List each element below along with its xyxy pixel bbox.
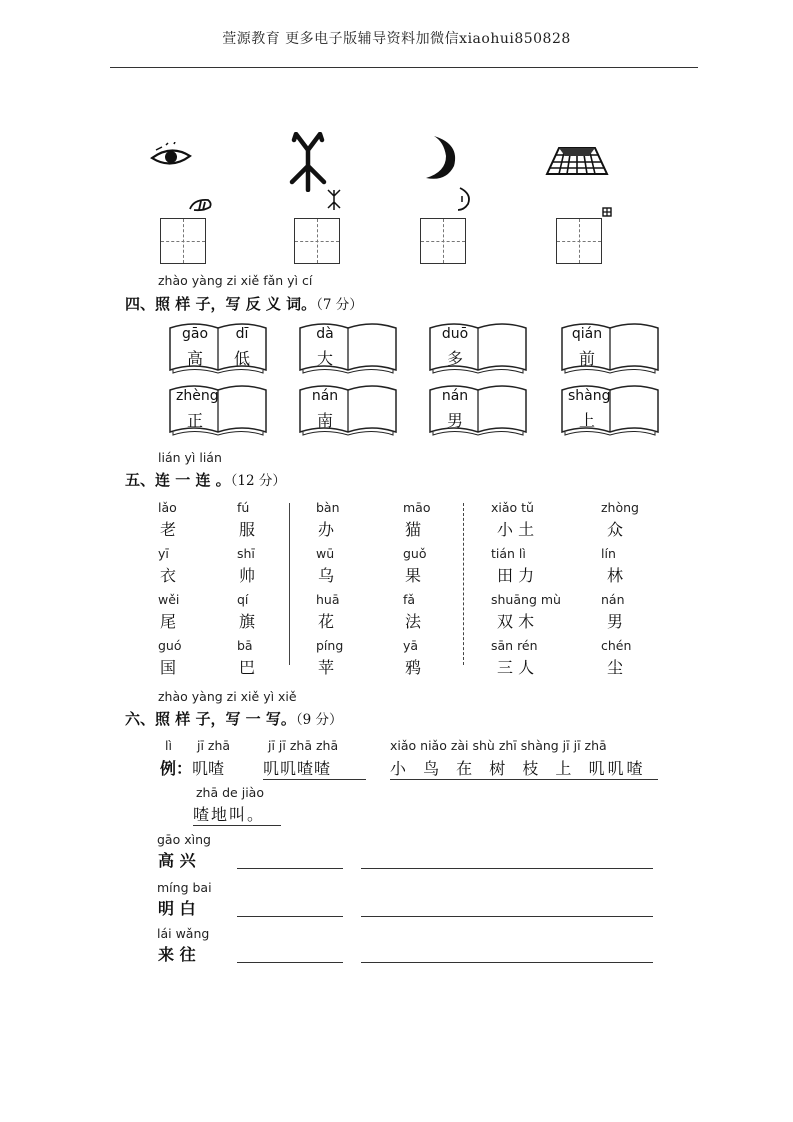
- match-item-char[interactable]: 帅: [239, 566, 256, 585]
- book-right-pinyin: dī: [235, 326, 249, 342]
- book-left-char: 上: [578, 411, 595, 430]
- match-item-char[interactable]: 林: [607, 566, 624, 585]
- book-left-pinyin: nán: [441, 388, 469, 404]
- writing-box[interactable]: [160, 218, 206, 264]
- match-item-pinyin: nán: [601, 592, 625, 607]
- match-item-pinyin: bā: [237, 638, 253, 653]
- answer-line-word[interactable]: [237, 868, 343, 869]
- antonym-book[interactable]: [428, 384, 528, 434]
- book-left-pinyin: qián: [571, 326, 603, 342]
- match-item-pinyin: qí: [237, 592, 249, 607]
- match-item-pinyin: wěi: [158, 592, 180, 607]
- match-item-char[interactable]: 尘: [607, 658, 624, 677]
- match-item-pinyin: shuāng mù: [491, 592, 561, 607]
- match-item-char[interactable]: 服: [239, 520, 256, 539]
- book-left-pinyin: nán: [311, 388, 339, 404]
- example-label-pinyin: lì: [165, 738, 172, 753]
- match-item-char[interactable]: 乌: [318, 566, 335, 585]
- section-4-pinyin: zhào yàng zi xiě fǎn yì cí: [158, 273, 313, 288]
- match-item-char[interactable]: 办: [318, 520, 335, 539]
- match-item-char[interactable]: 双 木: [497, 612, 535, 631]
- match-item-pinyin: māo: [403, 500, 431, 515]
- example-sentence-end-pinyin: zhā de jiào: [196, 785, 264, 800]
- ancient-eye-glyph: [188, 197, 214, 217]
- book-left-pinyin: shàng: [568, 388, 611, 404]
- match-item-pinyin: yā: [403, 638, 419, 653]
- antonym-book[interactable]: [560, 322, 660, 372]
- example-label: 例：叽喳: [160, 759, 225, 778]
- book-left-char: 男: [446, 411, 463, 430]
- example-word-pinyin: jī zhā: [197, 738, 231, 753]
- section-5-title: 五、连 一 连 。（12 分）: [125, 471, 286, 489]
- book-left-pinyin: dà: [316, 326, 334, 342]
- example-sentence: 小 鸟 在 树 枝 上 叽叽喳: [390, 756, 658, 780]
- book-right-char[interactable]: 低: [233, 349, 250, 368]
- example-sentence-end: 喳地叫。: [193, 802, 281, 826]
- match-item-pinyin: bàn: [316, 500, 340, 515]
- write-item-word: 明 白: [158, 899, 196, 918]
- match-item-pinyin: zhòng: [601, 500, 639, 515]
- match-item-char[interactable]: 老: [160, 520, 177, 539]
- antonym-book[interactable]: [428, 322, 528, 372]
- write-item-pinyin: lái wǎng: [157, 926, 210, 941]
- writing-box[interactable]: [294, 218, 340, 264]
- writing-box[interactable]: [556, 218, 602, 264]
- answer-line-sentence[interactable]: [361, 868, 653, 869]
- section-6-pinyin: zhào yàng zi xiě yì xiě: [158, 689, 297, 704]
- eye-icon: [150, 142, 192, 176]
- match-item-pinyin: lín: [601, 546, 616, 561]
- match-item-char[interactable]: 旗: [239, 612, 256, 631]
- match-item-pinyin: fǎ: [403, 592, 416, 607]
- match-item-char[interactable]: 田 力: [497, 566, 535, 585]
- book-left-char: 大: [316, 349, 333, 368]
- ancient-moon-glyph: [456, 186, 472, 216]
- antonym-book[interactable]: [168, 384, 268, 434]
- answer-line-word[interactable]: [237, 962, 343, 963]
- write-item-pinyin: gāo xìng: [157, 832, 211, 847]
- match-item-char[interactable]: 三 人: [497, 658, 535, 677]
- match-item-char[interactable]: 国: [160, 658, 177, 677]
- book-left-char: 南: [316, 411, 333, 430]
- moon-icon: [420, 134, 460, 186]
- match-item-char[interactable]: 巴: [239, 658, 256, 677]
- match-item-pinyin: chén: [601, 638, 632, 653]
- antonym-book[interactable]: [298, 322, 398, 372]
- writing-box[interactable]: [420, 218, 466, 264]
- antonym-book[interactable]: [168, 322, 268, 372]
- write-item-word: 来 往: [158, 945, 196, 964]
- example-expanded-word: 叽叽喳喳: [263, 756, 366, 780]
- match-item-pinyin: xiǎo tǔ: [491, 500, 534, 515]
- match-item-pinyin: shī: [237, 546, 255, 561]
- tree-icon: [288, 132, 328, 196]
- book-left-char: 高: [186, 349, 203, 368]
- match-item-char[interactable]: 衣: [160, 566, 177, 585]
- match-item-pinyin: píng: [316, 638, 344, 653]
- book-left-char: 前: [578, 349, 595, 368]
- book-left-char: 正: [186, 411, 203, 430]
- answer-line-sentence[interactable]: [361, 916, 653, 917]
- match-item-char[interactable]: 法: [405, 612, 422, 631]
- match-item-char[interactable]: 鸦: [405, 658, 422, 677]
- match-item-pinyin: guó: [158, 638, 182, 653]
- match-item-pinyin: wū: [316, 546, 335, 561]
- book-left-pinyin: duō: [441, 326, 469, 342]
- field-icon: [545, 144, 609, 180]
- ancient-field-glyph: [602, 202, 612, 221]
- match-item-char[interactable]: 众: [607, 520, 624, 539]
- match-item-pinyin: lǎo: [158, 500, 177, 515]
- match-item-char[interactable]: 小 土: [497, 520, 535, 539]
- match-item-char[interactable]: 苹: [318, 658, 335, 677]
- header-divider: [110, 67, 698, 68]
- section-5-pinyin: lián yì lián: [158, 450, 222, 465]
- match-item-char[interactable]: 猫: [405, 520, 422, 539]
- page-header: 萱源教育 更多电子版辅导资料加微信xiaohui850828: [222, 31, 571, 47]
- book-left-pinyin: gāo: [181, 326, 209, 342]
- example-expanded-pinyin: jī jī zhā zhā: [268, 738, 339, 753]
- match-item-pinyin: huā: [316, 592, 340, 607]
- book-left-char: 多: [446, 349, 463, 368]
- answer-line-sentence[interactable]: [361, 962, 653, 963]
- section-4-title: 四、照 样 子，写 反 义 词。（7 分）: [125, 295, 363, 313]
- section-6-title: 六、照 样 子，写 一 写。（9 分）: [125, 710, 343, 728]
- match-item-char[interactable]: 花: [318, 612, 335, 631]
- write-item-word: 高 兴: [158, 851, 196, 870]
- match-item-char[interactable]: 尾: [160, 612, 177, 631]
- match-item-pinyin: fú: [237, 500, 250, 515]
- book-left-pinyin: zhèng: [176, 388, 219, 404]
- antonym-book[interactable]: [298, 384, 398, 434]
- ancient-tree-glyph: [326, 189, 342, 215]
- column-divider: [289, 503, 290, 665]
- match-item-char[interactable]: 男: [607, 612, 624, 631]
- match-item-char[interactable]: 果: [405, 566, 422, 585]
- match-item-pinyin: guǒ: [403, 546, 427, 561]
- column-divider-dashed: [463, 503, 464, 665]
- antonym-book[interactable]: [560, 384, 660, 434]
- match-item-pinyin: yī: [158, 546, 169, 561]
- write-item-pinyin: míng bai: [157, 880, 212, 895]
- match-item-pinyin: sān rén: [491, 638, 538, 653]
- match-item-pinyin: tián lì: [491, 546, 526, 561]
- answer-line-word[interactable]: [237, 916, 343, 917]
- example-sentence-pinyin: xiǎo niǎo zài shù zhī shàng jī jī zhā: [390, 738, 607, 753]
